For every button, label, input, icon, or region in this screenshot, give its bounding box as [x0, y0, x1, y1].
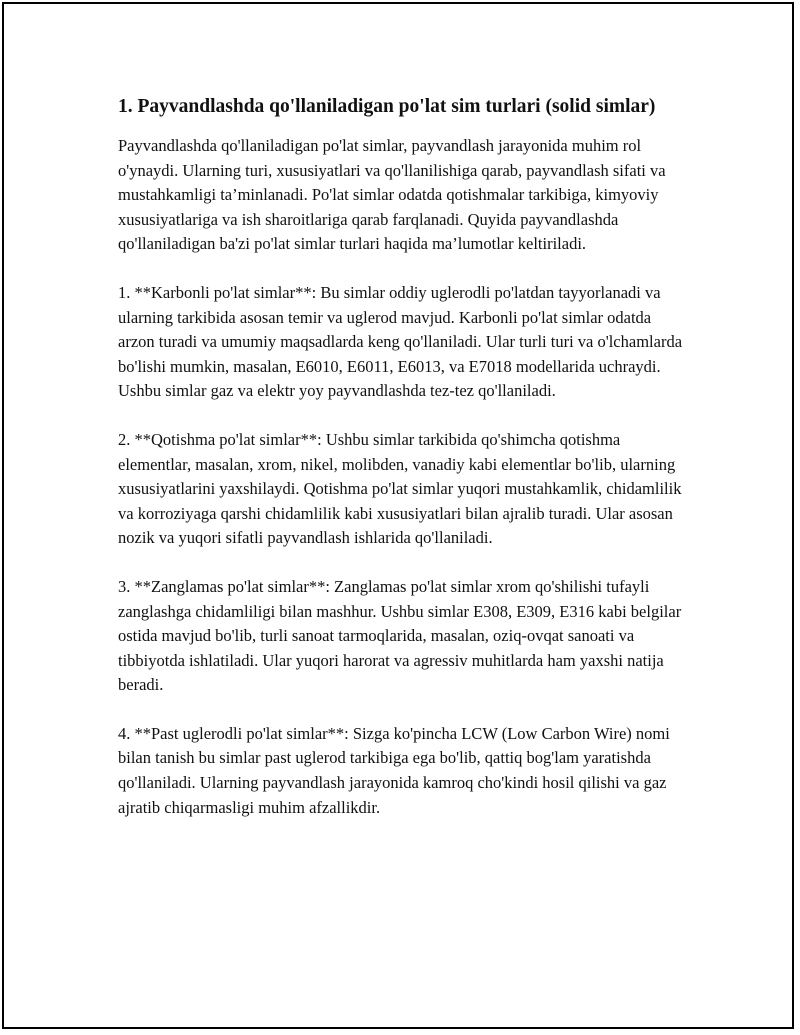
document-body — [118, 94, 688, 844]
paragraph-low-carbon-steel-wire: 4. **Past uglerodli po'lat simlar**: Sizga ko'pincha LCW (Low Carbon Wire) nomi bilan tanish bu simlar past uglerod tarkibiga ega bo'lib, qattiq bog'lam yaratishda qo'llaniladi. Ularning payvandlash jarayonida kamroq cho'kindi hosil qilishi va gaz ajratib chiqarmasligi muhim afzallikdir. — [118, 723, 670, 817]
intro-paragraph: Payvandlashda qo'llaniladigan po'lat simlar, payvandlash jarayonida muhim rol o'ynaydi. Ularning turi, xususiyatlari va qo'llanilishiga qarab, payvandlash sifati va mustahkamligi ta’minlanadi. Po'lat simlar odatda qotishmalar tarkibiga, kimyoviy xususiyatlariga va ish sharoitlariga qarab farqlanadi. Quyida payvandlashda qo'llaniladigan ba'zi po'lat simlar turlari haqida ma’lumotlar keltiriladi. — [118, 136, 666, 254]
paragraph-alloy-steel-wire: 2. **Qotishma po'lat simlar**: Ushbu simlar tarkibida qo'shimcha qotishma elementlar, masalan, xrom, nikel, molibden, vanadiy kabi elementlar bo'lib, ularning xususiyatlarini yaxshilaydi. Qotishma po'lat simlar yuqori mustahkamlik, chidamlilik va korroziyaga qarshi chidamlilik kabi xususiyatlari bilan ajralib turadi. Ular asosan nozik va yuqori sifatli payvandlash ishlarida qo'llaniladi. — [118, 429, 682, 548]
paragraph-carbon-steel-wire: 1. **Karbonli po'lat simlar**: Bu simlar oddiy uglerodli po'latdan tayyorlanadi va ularning tarkibida asosan temir va uglerod mavjud. Karbonli po'lat simlar odatda arzon turadi va umumiy maqsadlarda keng qo'llaniladi. Ular turli turi va o'lchamlarda bo'lishi mumkin, masalan, E6010, E6011, E6013, va E7018 modellarida uchraydi. Ushbu simlar gaz va elektr yoy payvandlashda tez-tez qo'llaniladi. — [118, 282, 683, 401]
section-heading: 1. Payvandlashda qo'llaniladigan po'lat sim turlari (solid simlar) — [118, 96, 656, 117]
paragraph-stainless-steel-wire: 3. **Zanglamas po'lat simlar**: Zanglamas po'lat simlar xrom qo'shilishi tufayli zanglashga chidamliligi bilan mashhur. Ushbu simlar E308, E309, E316 kabi belgilar ostida mavjud bo'lib, turli sanoat tarmoqlarida, masalan, oziq-ovqat sanoati va tibbiyotda ishlatiladi. Ular yuqori harorat va agressiv muhitlarda ham yaxshi natija beradi. — [118, 576, 682, 695]
